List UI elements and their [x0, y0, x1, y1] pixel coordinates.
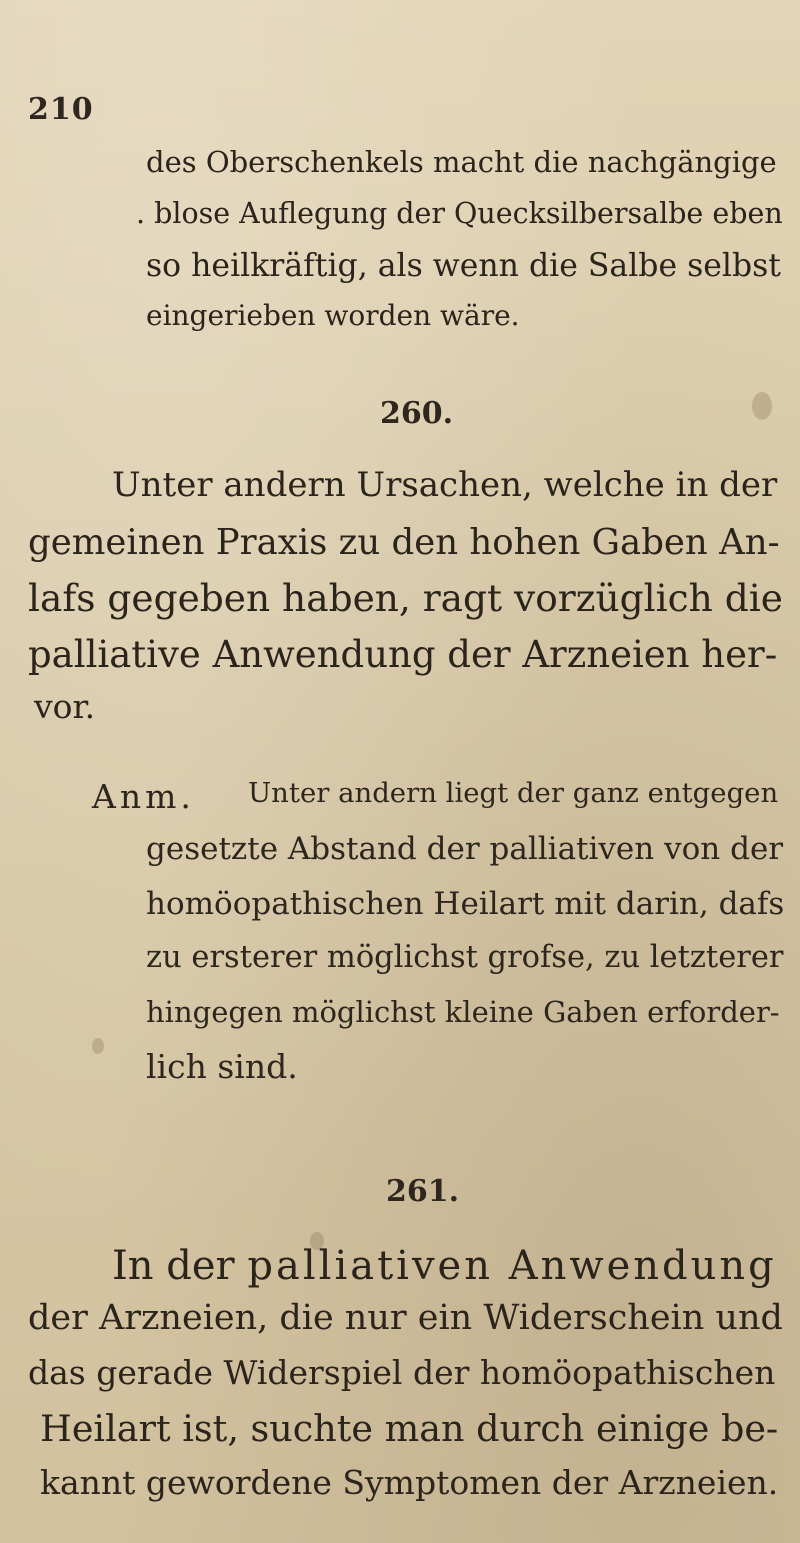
note-label: Anm. — [92, 777, 195, 816]
paragraph-line: vor. — [34, 687, 96, 726]
note-line: Unter andern liegt der ganz entgegen — [248, 777, 779, 809]
text-line: . blose Auflegung der Quecksilbersalbe eben — [136, 197, 783, 230]
note-line: hingegen möglichst kleine Gaben erforder- — [146, 995, 780, 1029]
note-line: homöopathischen Heilart mit darin, dafs — [146, 886, 785, 922]
paragraph-line: palliative Anwendung der Arzneien her- — [28, 633, 778, 676]
note-line: gesetzte Abstand der palliativen von der — [146, 831, 784, 867]
paragraph-lead: In der — [112, 1243, 235, 1289]
note-line: zu ersterer möglichst grofse, zu letzterer — [146, 940, 784, 975]
paragraph-line — [112, 1243, 777, 1289]
text-line: so heilkräftig, als wenn die Salbe selbst — [146, 248, 781, 284]
paper-stain — [92, 1038, 104, 1054]
paper-stain — [752, 392, 772, 420]
paragraph-line: der Arzneien, die nur ein Widerschein und — [28, 1298, 783, 1338]
paragraph-line: gemeinen Praxis zu den hohen Gaben An- — [28, 522, 780, 563]
emphasized-term: palliativen Anwendung — [247, 1243, 777, 1289]
paragraph-line: kannt gewordene Symptomen der Arzneien. — [40, 1463, 779, 1502]
text-line: des Oberschenkels macht die nachgängige — [146, 145, 777, 179]
text-line: eingerieben worden wäre. — [146, 299, 520, 332]
page-number: 210 — [28, 92, 94, 127]
paragraph-line: Unter andern Ursachen, welche in der — [112, 465, 778, 505]
paragraph-line: lafs gegeben haben, ragt vorzüglich die — [28, 576, 783, 620]
paragraph-line: Heilart ist, suchte man durch einige be- — [40, 1407, 779, 1450]
section-number: 261. — [386, 1174, 460, 1209]
paragraph-line: das gerade Widerspiel der homöopathischen — [28, 1353, 776, 1392]
note-line: lich sind. — [146, 1047, 298, 1086]
section-number: 260. — [380, 396, 454, 431]
